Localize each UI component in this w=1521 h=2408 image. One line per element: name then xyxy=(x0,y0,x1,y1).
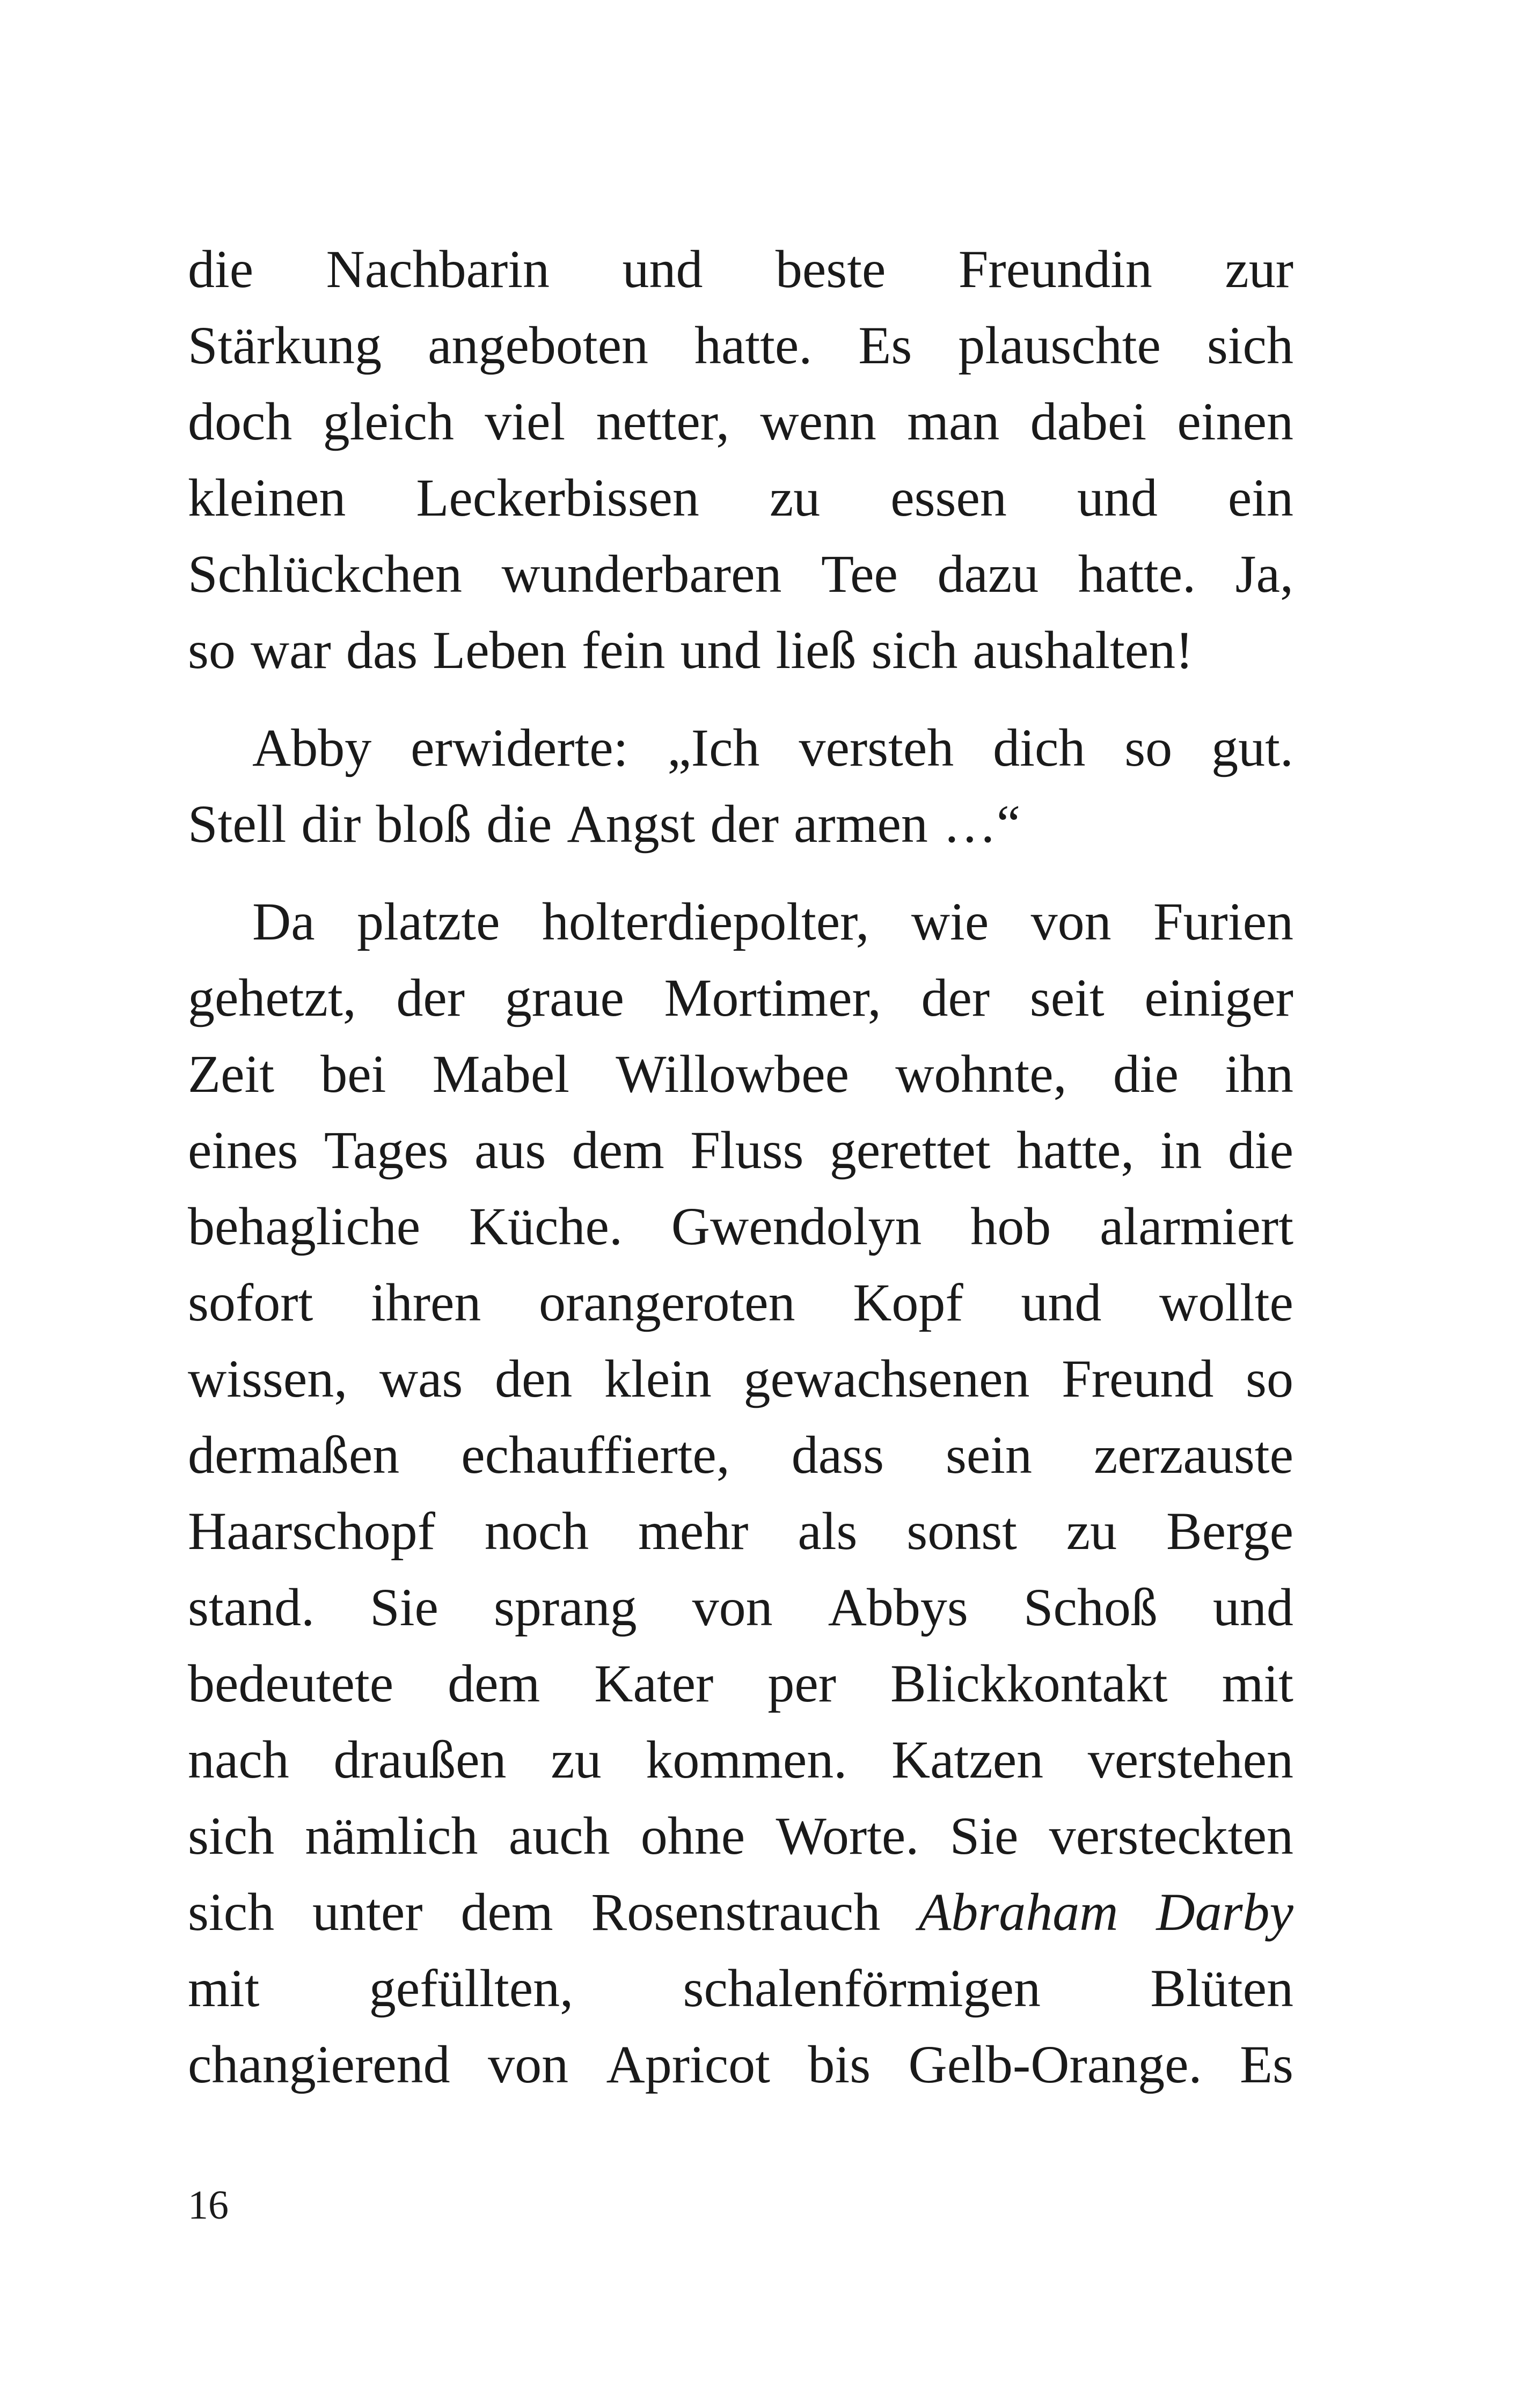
text-line xyxy=(188,1722,1293,1798)
word: beste xyxy=(775,239,886,299)
word: Stell xyxy=(188,794,287,854)
word: verstehen xyxy=(1087,1730,1293,1789)
page-number: 16 xyxy=(188,2183,229,2228)
word: sich xyxy=(188,1882,275,1942)
word: zu xyxy=(769,468,821,527)
word: behagliche xyxy=(188,1196,421,1256)
word: zu xyxy=(551,1730,602,1789)
word: Berge xyxy=(1166,1501,1293,1561)
word: von xyxy=(488,2035,569,2094)
word: bloß xyxy=(376,794,472,854)
word: Tee xyxy=(821,544,898,604)
word: schalenförmigen xyxy=(683,1958,1041,2018)
word: noch xyxy=(484,1501,589,1561)
word: plauschte xyxy=(958,315,1161,375)
word: kleinen xyxy=(188,468,346,527)
word: ihn xyxy=(1225,1044,1293,1104)
word: und xyxy=(1021,1273,1102,1332)
word: hatte, xyxy=(1016,1120,1135,1180)
text-line xyxy=(188,1798,1293,1874)
word: was xyxy=(379,1349,463,1408)
word: Haarschopf xyxy=(188,1501,435,1561)
text-line xyxy=(188,884,1293,960)
word: einiger xyxy=(1144,968,1293,1027)
word: dem xyxy=(460,1882,553,1942)
rose-name-word: Abraham xyxy=(918,1882,1118,1942)
word: gerettet xyxy=(829,1120,991,1180)
body-text xyxy=(188,231,1293,2103)
word: Nachbarin xyxy=(326,239,550,299)
text-line xyxy=(188,1188,1293,1265)
word: orangeroten xyxy=(539,1273,795,1332)
word: dich xyxy=(993,718,1086,777)
word: Mabel xyxy=(432,1044,570,1104)
word: wie xyxy=(911,892,989,951)
text-line xyxy=(188,536,1293,612)
word: armen xyxy=(794,794,928,854)
paragraph-gap xyxy=(188,688,1293,710)
word: sich xyxy=(871,620,958,680)
word: gefüllten, xyxy=(369,1958,574,2018)
word: auch xyxy=(508,1806,610,1866)
word: wenn xyxy=(760,392,876,451)
word: netter, xyxy=(596,392,730,451)
text-line xyxy=(188,1569,1293,1646)
word: Kopf xyxy=(853,1273,963,1332)
word: wollte xyxy=(1159,1273,1293,1332)
word: Es xyxy=(1239,2035,1293,2094)
word: bedeutete xyxy=(188,1654,394,1713)
word: als xyxy=(798,1501,858,1561)
word: dazu xyxy=(937,544,1039,604)
word: so xyxy=(188,620,236,680)
word: echauffierte, xyxy=(461,1425,730,1485)
word: mit xyxy=(1222,1654,1293,1713)
word: Abby xyxy=(252,718,372,777)
word: dem xyxy=(448,1654,540,1713)
text-line xyxy=(188,1493,1293,1569)
text-line xyxy=(188,384,1293,460)
word: platzte xyxy=(356,892,500,951)
word: nach xyxy=(188,1730,289,1789)
word: so xyxy=(1124,718,1173,777)
word: Schoß xyxy=(1023,1577,1158,1637)
word: Worte. xyxy=(776,1806,919,1866)
word: die xyxy=(1227,1120,1293,1180)
word: wohnte, xyxy=(895,1044,1067,1104)
word: Katzen xyxy=(891,1730,1044,1789)
word: Rosenstrauch xyxy=(591,1882,881,1942)
word: dermaßen xyxy=(188,1425,400,1485)
word: so xyxy=(1246,1349,1293,1408)
word: ein xyxy=(1227,468,1293,527)
word: Küche. xyxy=(469,1196,623,1256)
word: sprang xyxy=(493,1577,637,1637)
word: Schlückchen xyxy=(188,544,462,604)
word: dem xyxy=(572,1120,664,1180)
text-line xyxy=(188,231,1293,307)
word: Da xyxy=(252,892,315,951)
text-line xyxy=(188,1646,1293,1722)
word: die xyxy=(188,239,254,299)
word: mehr xyxy=(638,1501,749,1561)
word: changierend xyxy=(188,2035,450,2094)
word: ihren xyxy=(370,1273,481,1332)
word: eines xyxy=(188,1120,298,1180)
word: sich xyxy=(188,1806,275,1866)
paragraph-gap xyxy=(188,862,1293,884)
word: sich xyxy=(1206,315,1293,375)
word: und xyxy=(1077,468,1158,527)
word: Kater xyxy=(594,1654,714,1713)
word: angeboten xyxy=(428,315,648,375)
word: Willowbee xyxy=(616,1044,850,1104)
text-line xyxy=(188,1265,1293,1341)
word: Mortimer, xyxy=(664,968,881,1027)
word: per xyxy=(767,1654,836,1713)
text-line xyxy=(188,460,1293,536)
word: Tages xyxy=(324,1120,449,1180)
word: gut. xyxy=(1211,718,1293,777)
text-line xyxy=(188,960,1293,1036)
word: und xyxy=(1212,1577,1293,1637)
word: Freund xyxy=(1062,1349,1214,1408)
word: seit xyxy=(1029,968,1105,1027)
word: Abbys xyxy=(828,1577,968,1637)
word: und xyxy=(680,620,761,680)
text-line xyxy=(188,1112,1293,1188)
word: klein xyxy=(604,1349,712,1408)
word: stand. xyxy=(188,1577,315,1637)
word: von xyxy=(1030,892,1112,951)
word: ohne xyxy=(640,1806,745,1866)
word: unter xyxy=(312,1882,423,1942)
word: das xyxy=(346,620,418,680)
word: viel xyxy=(485,392,566,451)
word: „Ich xyxy=(667,718,760,777)
word: Ja, xyxy=(1235,544,1293,604)
word: Stärkung xyxy=(188,315,382,375)
word: Fluss xyxy=(690,1120,804,1180)
word: hob xyxy=(970,1196,1051,1256)
word: Furien xyxy=(1153,892,1293,951)
word: dass xyxy=(791,1425,884,1485)
word: ließ xyxy=(776,620,857,680)
word: dir xyxy=(301,794,361,854)
word: zerzauste xyxy=(1094,1425,1293,1485)
text-line xyxy=(188,786,1293,862)
text-line xyxy=(188,1036,1293,1112)
word: sonst xyxy=(906,1501,1017,1561)
word: erwiderte: xyxy=(411,718,628,777)
word: in xyxy=(1160,1120,1202,1180)
word: Blickkontakt xyxy=(890,1654,1168,1713)
word: man xyxy=(907,392,1000,451)
word: Sie xyxy=(949,1806,1019,1866)
word: Freundin xyxy=(958,239,1152,299)
word: Gwendolyn xyxy=(671,1196,922,1256)
word: dabei xyxy=(1030,392,1147,451)
word: sein xyxy=(945,1425,1033,1485)
word: bis xyxy=(808,2035,871,2094)
word: draußen xyxy=(333,1730,507,1789)
text-line xyxy=(188,1874,1293,1950)
word: Es xyxy=(858,315,912,375)
word: Leckerbissen xyxy=(416,468,699,527)
word: essen xyxy=(890,468,1007,527)
word: die xyxy=(486,794,552,854)
word: kommen. xyxy=(646,1730,847,1789)
word: doch xyxy=(188,392,292,451)
word: einen xyxy=(1177,392,1293,451)
word: versteckten xyxy=(1049,1806,1293,1866)
word: und xyxy=(622,239,703,299)
word: der xyxy=(710,794,779,854)
word: graue xyxy=(504,968,624,1027)
text-line xyxy=(188,1341,1293,1417)
text-line xyxy=(188,1950,1293,2027)
word: den xyxy=(494,1349,573,1408)
word: aushalten! xyxy=(972,620,1194,680)
word: zur xyxy=(1225,239,1293,299)
word: hatte. xyxy=(1078,544,1196,604)
word: zu xyxy=(1066,1501,1117,1561)
word: mit xyxy=(188,1958,260,2018)
word: holterdiepolter, xyxy=(542,892,869,951)
word: Zeit xyxy=(188,1044,275,1104)
word: Gelb-Orange. xyxy=(908,2035,1202,2094)
word: fein xyxy=(582,620,666,680)
word: versteh xyxy=(799,718,954,777)
word: …“ xyxy=(942,794,1021,854)
text-line xyxy=(188,612,1293,688)
word: der xyxy=(396,968,465,1027)
word: die xyxy=(1113,1044,1179,1104)
word: Sie xyxy=(370,1577,438,1637)
text-line xyxy=(188,1417,1293,1493)
text-line xyxy=(188,307,1293,384)
word: gewachsenen xyxy=(743,1349,1030,1408)
text-line xyxy=(188,710,1293,786)
word: der xyxy=(921,968,990,1027)
word: sofort xyxy=(188,1273,313,1332)
rose-name-word: Darby xyxy=(1156,1882,1293,1942)
word: gehetzt, xyxy=(188,968,356,1027)
text-line xyxy=(188,2027,1293,2103)
word: wunderbaren xyxy=(501,544,782,604)
word: war xyxy=(250,620,331,680)
word: wissen, xyxy=(188,1349,348,1408)
word: Blüten xyxy=(1150,1958,1293,2018)
word: nämlich xyxy=(305,1806,478,1866)
word: Leben xyxy=(433,620,567,680)
word: bei xyxy=(320,1044,386,1104)
word: gleich xyxy=(323,392,454,451)
word: Angst xyxy=(567,794,696,854)
word: alarmiert xyxy=(1100,1196,1293,1256)
word: aus xyxy=(474,1120,546,1180)
word: von xyxy=(692,1577,773,1637)
word: hatte. xyxy=(694,315,813,375)
word: Apricot xyxy=(606,2035,770,2094)
